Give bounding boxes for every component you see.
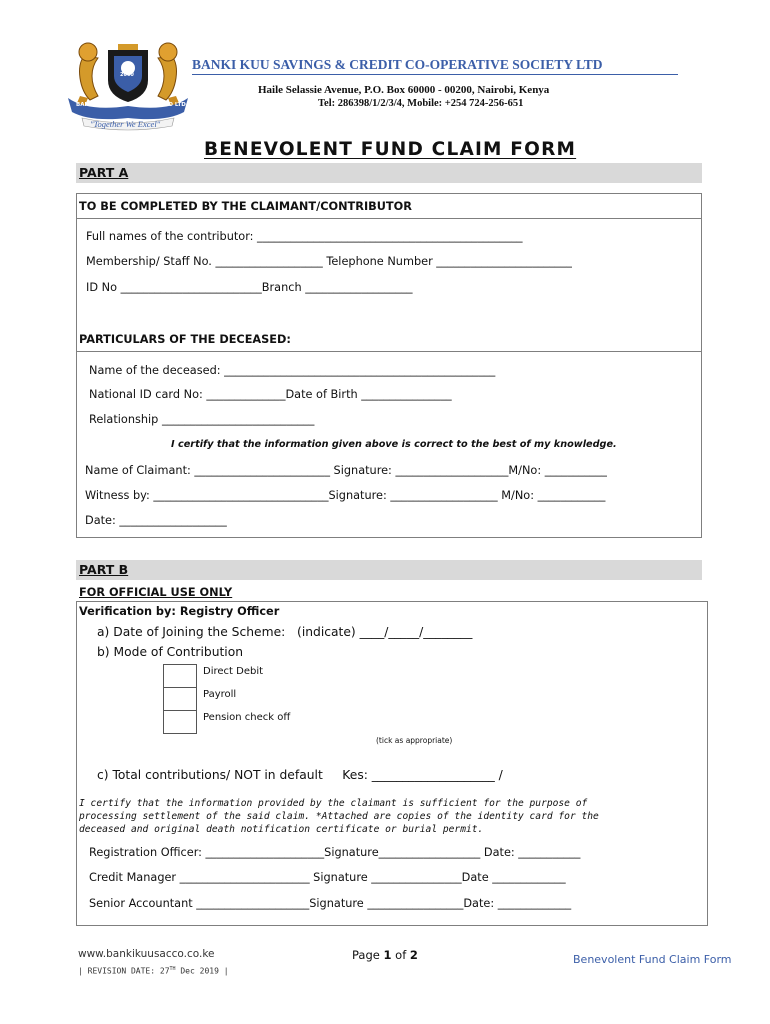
officer-certification-line-2: processing settlement of the said claim. *Attached are copies of the identity card for the [79,811,599,822]
claimant-signature-field[interactable]: Name of Claimant: ________________________ Signature: ____________________M/No: ___________ [85,464,607,477]
pension-checkoff-checkbox[interactable] [163,710,197,734]
footer-page-number [352,948,418,962]
header-rule [192,74,678,75]
revision-end: Dec 2019 | [175,966,229,976]
verification-heading: Verification by: Registry Officer [79,605,280,618]
claim-date-field[interactable]: Date: ___________________ [85,514,227,527]
pension-checkoff-label: Pension check off [203,712,291,723]
joining-date-field[interactable]: a) Date of Joining the Scheme: (indicate) ____/_____/________ [97,625,473,639]
senior-accountant-field[interactable]: Senior Accountant ____________________Signature _________________Date: _____________ [89,897,572,910]
page-total: 2 [409,948,418,962]
form-title: BENEVOLENT FUND CLAIM FORM [204,139,577,160]
footer-revision-date [78,966,229,976]
payroll-checkbox[interactable] [163,687,197,711]
payroll-label: Payroll [203,689,237,700]
logo-text-left: BANKI KUU [76,102,111,108]
membership-telephone-field[interactable]: Membership/ Staff No. ___________________ Telephone Number ________________________ [86,255,572,268]
id-branch-field[interactable]: ID No _________________________Branch ___________________ [86,281,413,294]
part-a-box-heading: TO BE COMPLETED BY THE CLAIMANT/CONTRIBUTOR [79,200,412,213]
part-a-bar [76,163,702,183]
page-mid: of [391,948,410,962]
sacco-logo [62,36,194,136]
credit-manager-field[interactable]: Credit Manager _______________________ Signature ________________Date _____________ [89,871,566,884]
registration-officer-field[interactable]: Registration Officer: _____________________Signature__________________ Date: ___________ [89,846,581,859]
deceased-heading: PARTICULARS OF THE DECEASED: [79,333,291,346]
revision-superscript: TH [169,966,176,972]
logo-motto: "Together We Excel" [90,119,161,129]
logo-text-right: SACCO LTD [152,102,186,108]
tick-note: (tick as appropriate) [376,736,453,745]
part-a-label: PART A [79,165,129,180]
page-prefix: Page [352,948,384,962]
contributor-fullname-field[interactable]: Full names of the contributor: _______________________________________________ [86,230,523,243]
logo-year: 2000 [120,72,134,78]
officer-certification-line-3: deceased and original death notification certificate or burial permit. [79,824,484,835]
deceased-name-field[interactable]: Name of the deceased: ________________________________________________ [89,364,496,377]
officer-certification-line-1: I certify that the information provided by the claimant is sufficient for the purpose of [79,798,588,809]
organization-name: BANKI KUU SAVINGS & CREDIT CO-OPERATIVE SOCIETY LTD [192,57,603,72]
revision-text: | REVISION DATE: 27 [78,966,170,976]
total-contributions-field[interactable]: c) Total contributions/ NOT in default Kes: ____________________ / [97,768,503,782]
relationship-field[interactable]: Relationship ___________________________ [89,413,315,426]
footer-document-title: Benevolent Fund Claim Form [573,953,732,966]
part-b-bar [76,560,702,580]
direct-debit-label: Direct Debit [203,666,264,677]
organization-telephone: Tel: 286398/1/2/3/4, Mobile: +254 724-256-651 [318,98,524,109]
part-b-label: PART B [79,562,129,577]
claimant-certification: I certify that the information given above is correct to the best of my knowledge. [171,439,617,450]
part-a-heading-rule [76,218,702,219]
deceased-heading-rule [76,351,702,352]
contribution-mode-label: b) Mode of Contribution [97,645,244,659]
footer-website: www.bankikuusacco.co.ke [78,948,215,960]
organization-address: Haile Selassie Avenue, P.O. Box 60000 - 00200, Nairobi, Kenya [258,84,550,96]
national-id-dob-field[interactable]: National ID card No: ______________Date of Birth ________________ [89,388,452,401]
witness-signature-field[interactable]: Witness by: _______________________________Signature: ___________________ M/No: ____________ [85,489,606,502]
page-current: 1 [383,948,392,962]
direct-debit-checkbox[interactable] [163,664,197,688]
official-use-heading: FOR OFFICIAL USE ONLY [79,586,233,599]
